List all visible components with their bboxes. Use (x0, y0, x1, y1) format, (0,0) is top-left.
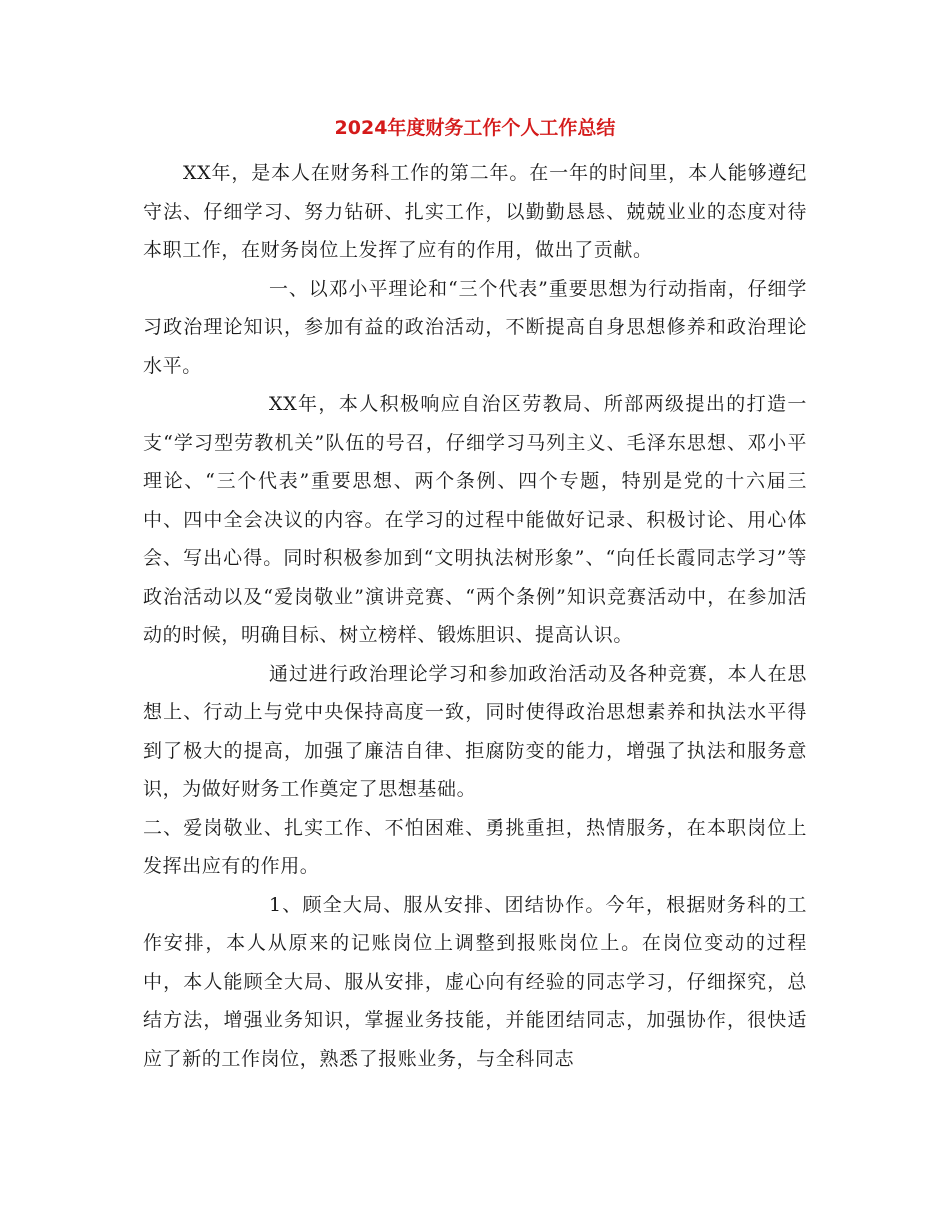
paragraph-intro: XX年，是本人在财务科工作的第二年。在一年的时间里，本人能够遵纪守法、仔细学习、努力钻研、扎实工作，以勤勤恳恳、兢兢业业的态度对待本职工作，在财务岗位上发挥了应有的作用，做出了贡献。 (143, 162, 807, 261)
document-body (143, 154, 807, 1078)
document-title: 2024年度财务工作个人工作总结 (334, 117, 616, 139)
paragraph-item-one: 1、顾全大局、服从安排、团结协作。今年，根据财务科的工作安排，本人从原来的记账岗位上调整到报账岗位上。在岗位变动的过程中，本人能顾全大局、服从安排，虚心向有经验的同志学习，仔细探究，总结方法，增强业务知识，掌握业务技能，并能团结同志，加强协作，很快适应了新的工作岗位，熟悉了报账业务，与全科同志 (143, 893, 807, 1070)
paragraph-section-one-heading: 一、以邓小平理论和“三个代表”重要思想为行动指南，仔细学习政治理论知识，参加有益的政治活动，不断提高自身思想修养和政治理论水平。 (143, 277, 807, 377)
paragraph-study-results: 通过进行政治理论学习和参加政治活动及各种竞赛，本人在思想上、行动上与党中央保持高度一致，同时使得政治思想素养和执法水平得到了极大的提高，加强了廉洁自律、拒腐防变的能力，增强了执法和服务意识，为做好财务工作奠定了思想基础。 (143, 662, 807, 800)
paragraph-section-two-heading: 二、爱岗敬业、扎实工作、不怕困难、勇挑重担，热情服务，在本职岗位上发挥出应有的作用。 (143, 816, 807, 877)
paragraph-study-activities: XX年，本人积极响应自治区劳教局、所部两级提出的打造一支“学习型劳教机关”队伍的号召，仔细学习马列主义、毛泽东思想、邓小平理论、“三个代表”重要思想、两个条例、四个专题，特别是党的十六届三中、四中全会决议的内容。在学习的过程中能做好记录、积极讨论、用心体会、写出心得。同时积极参加到“文明执法树形象”、“向任长霞同志学习”等政治活动以及“爱岗敬业”演讲竞赛、“两个条例”知识竞赛活动中，在参加活动的时候，明确目标、树立榜样、锻炼胆识、提高认识。 (143, 393, 807, 646)
